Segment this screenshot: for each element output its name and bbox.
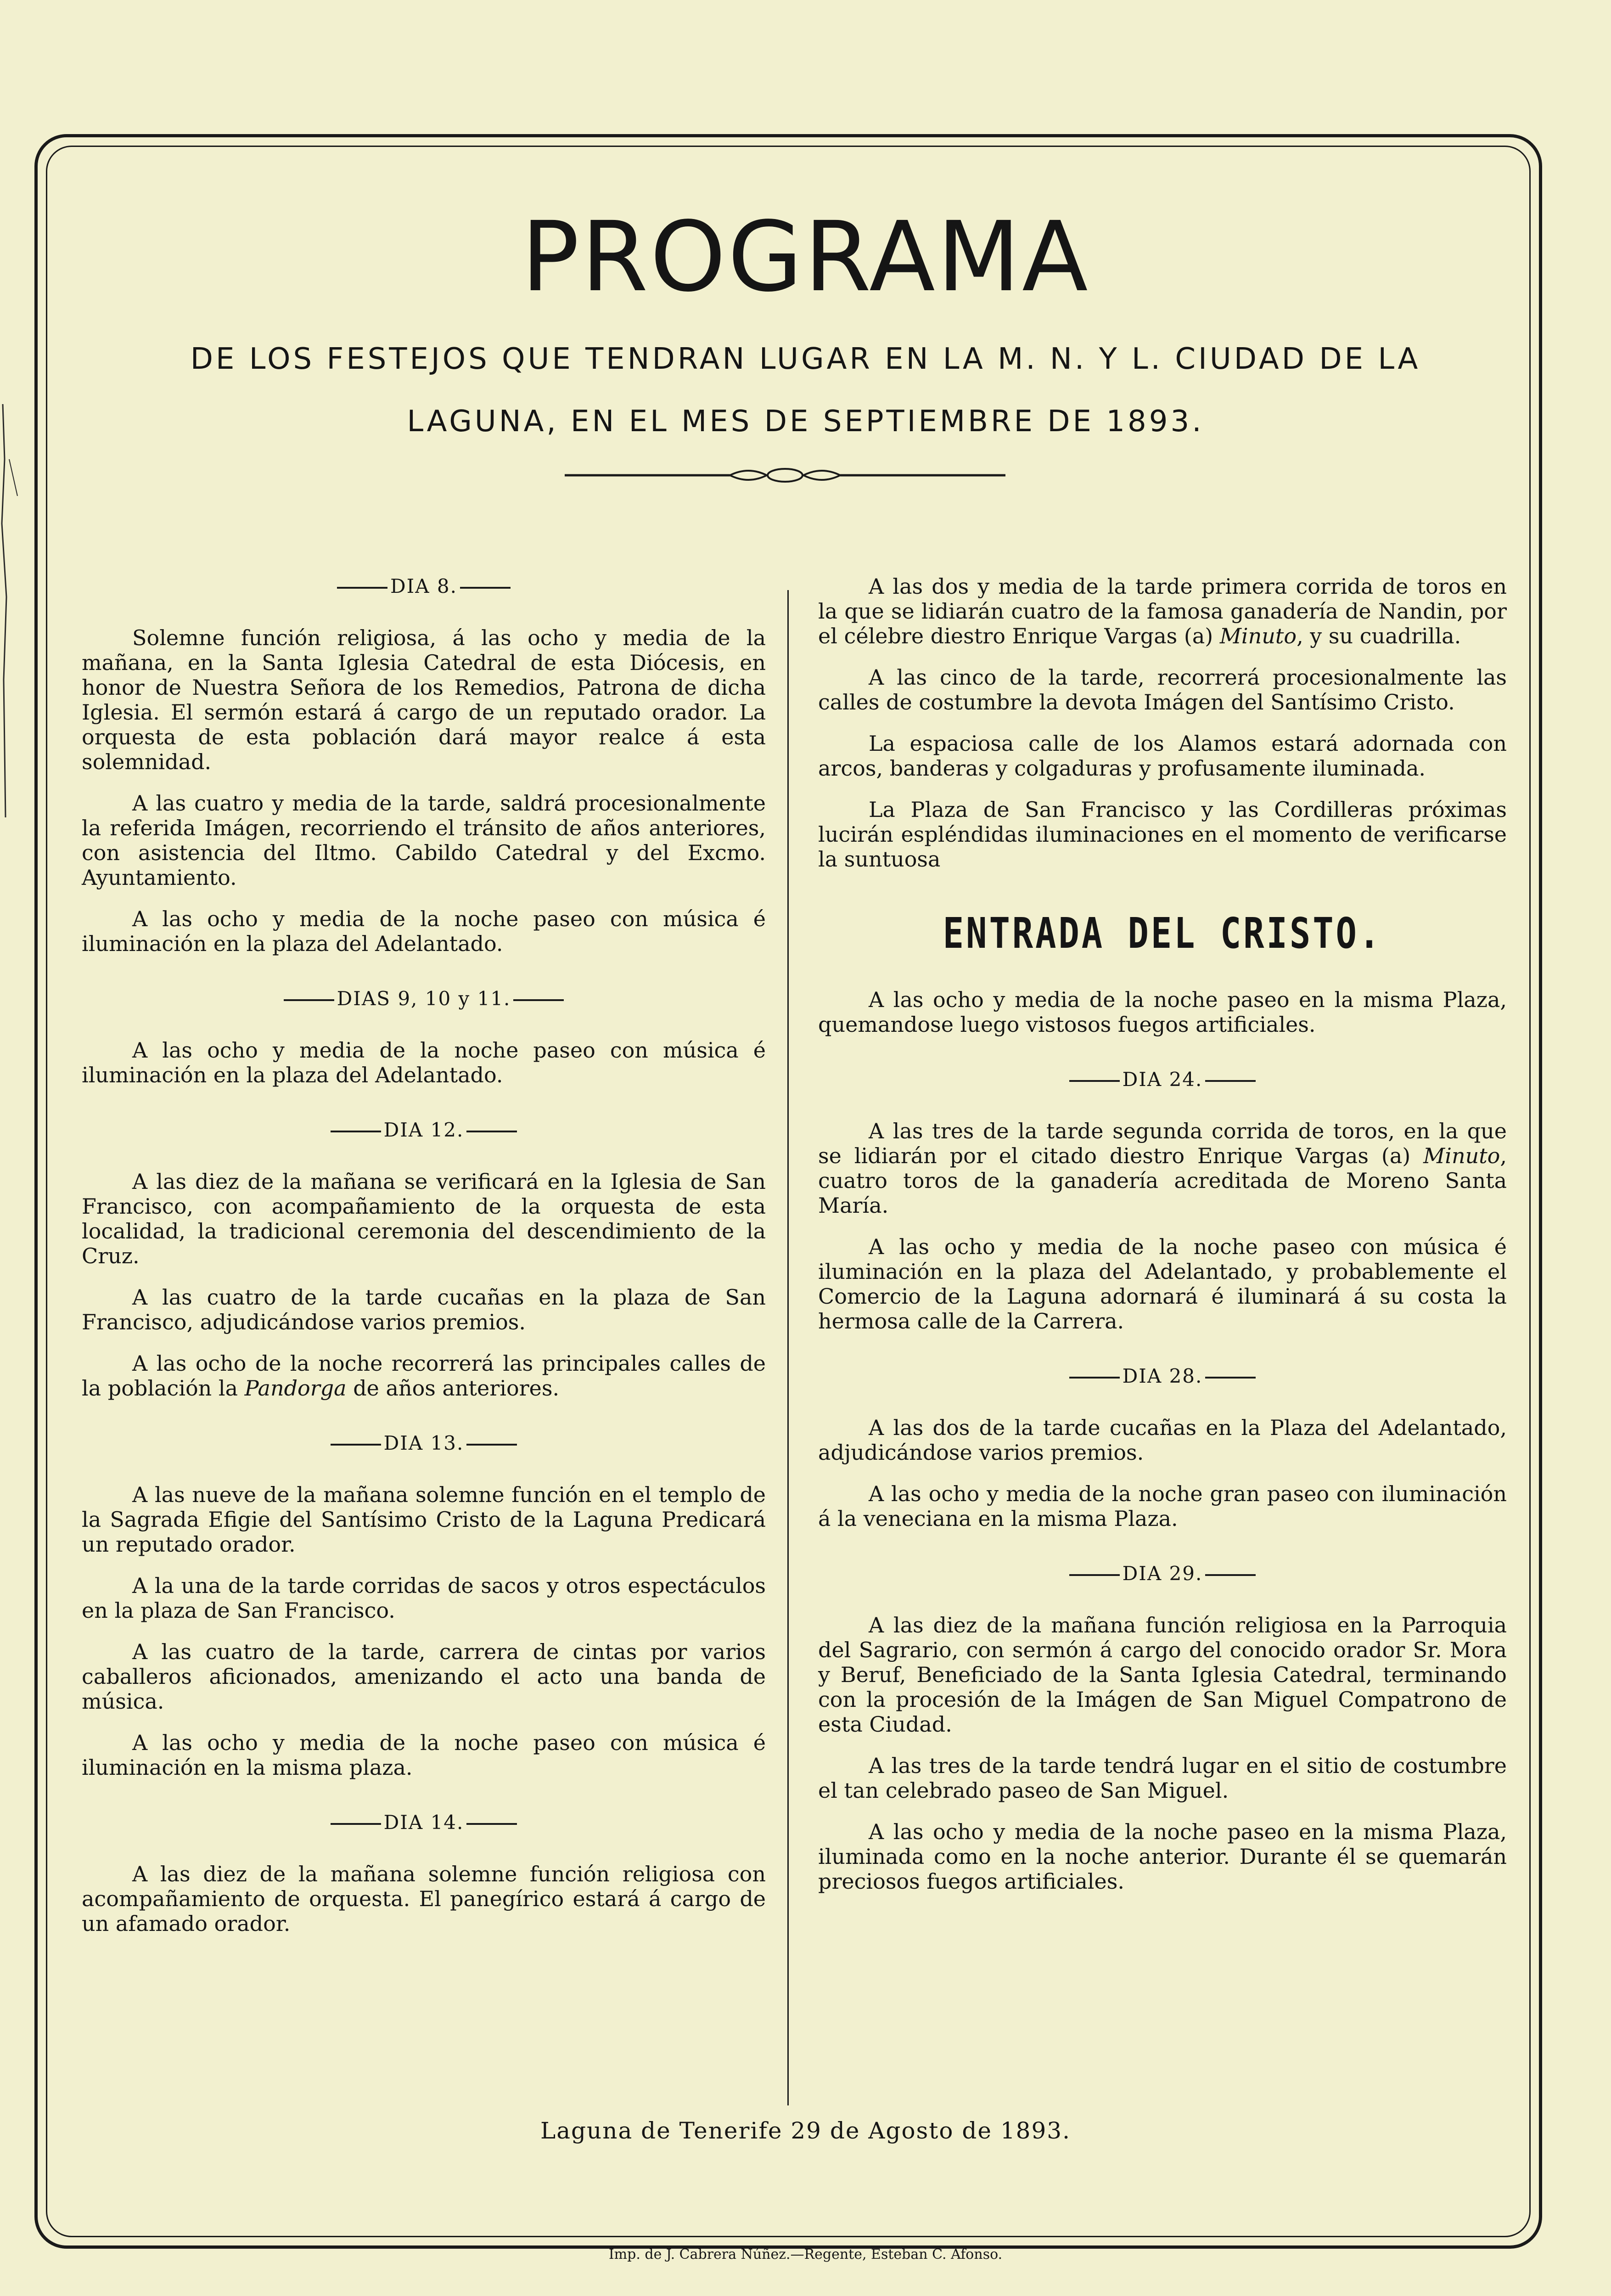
- paragraph-text: A las ocho de la noche recorrerá las principales calles de la población la: [82, 1351, 766, 1401]
- paragraph-text: , cuatro toros de la ganadería acreditada de Moreno Santa María.: [818, 1143, 1507, 1218]
- heading-rule: [1069, 1574, 1120, 1576]
- printer-imprint: Imp. de J. Cabrera Núñez.—Regente, Esteban C. Afonso.: [608, 2246, 1003, 2262]
- heading-text: DIA 28.: [1122, 1365, 1203, 1387]
- heading-rule: [1205, 1574, 1256, 1576]
- event-paragraph: A las cuatro de la tarde cucañas en la plaza de San Francisco, adjudicándose varios premios.: [82, 1285, 766, 1334]
- heading-rule: [460, 587, 511, 589]
- emphasis-text: Minuto: [1423, 1143, 1500, 1168]
- event-paragraph: [818, 574, 1507, 648]
- heading-rule: [331, 1131, 381, 1132]
- heading-rule: [1069, 1080, 1120, 1082]
- place-date-signature: Laguna de Tenerife 29 de Agosto de 1893.: [540, 2117, 1071, 2144]
- subtitle-line-1: DE LOS FESTEJOS QUE TENDRAN LUGAR EN LA M. N. Y L. CIUDAD DE LA: [190, 342, 1421, 376]
- event-paragraph: A las ocho y media de la noche gran paseo con iluminación á la veneciana en la misma Plaza.: [818, 1481, 1507, 1531]
- event-paragraph: A las tres de la tarde tendrá lugar en el sitio de costumbre el tan celebrado paseo de San Miguel.: [818, 1753, 1507, 1803]
- event-paragraph: La Plaza de San Francisco y las Cordilleras próximas lucirán espléndidas iluminaciones en el momento de verificarse la suntuosa: [818, 797, 1507, 872]
- event-paragraph: A las diez de la mañana se verificará en la Iglesia de San Francisco, con acompañamiento de la orquesta de esta localidad, la tradicional ceremonia del descendimiento de la Cruz.: [82, 1169, 766, 1268]
- ornamental-divider: [565, 464, 1005, 487]
- event-paragraph: A las dos de la tarde cucañas en la Plaza del Adelantado, adjudicándose varios premios.: [818, 1415, 1507, 1465]
- event-paragraph: [818, 1119, 1507, 1218]
- heading-text: DIA 13.: [383, 1432, 464, 1454]
- binding-edge-mark: [0, 404, 22, 817]
- heading-rule: [466, 1823, 517, 1825]
- special-event-title: ENTRADA DEL CRISTO.: [943, 909, 1382, 958]
- event-paragraph: A las ocho y media de la noche paseo con música é iluminación en la misma plaza.: [82, 1730, 766, 1780]
- day-heading: [818, 1561, 1507, 1586]
- heading-text: DIA 14.: [383, 1811, 464, 1834]
- heading-text: DIA 24.: [1122, 1068, 1203, 1091]
- day-heading: [82, 574, 766, 599]
- heading-rule: [337, 587, 387, 589]
- heading-text: DIA 12.: [383, 1119, 464, 1141]
- paragraph-text: , y su cuadrilla.: [1297, 624, 1461, 648]
- day-heading: [82, 986, 766, 1011]
- event-paragraph: A las nueve de la mañana solemne función en el templo de la Sagrada Efigie del Santísimo Cristo de la Laguna Predicará un reputado orador.: [82, 1482, 766, 1557]
- day-heading: [818, 1364, 1507, 1389]
- heading-rule: [331, 1444, 381, 1446]
- event-paragraph: A las ocho y media de la noche paseo en la misma Plaza, iluminada como en la noche anterior. Durante él se quemarán preciosos fuegos artificiales.: [818, 1819, 1507, 1894]
- event-paragraph: A las ocho y media de la noche paseo con música é iluminación en la plaza del Adelantado, y probablemente el Comercio de la Laguna adornará é iluminará á su costa la hermosa calle de la Carrera.: [818, 1234, 1507, 1334]
- event-paragraph: A las diez de la mañana solemne función religiosa con acompañamiento de orquesta. El panegírico estará á cargo de un afamado orador.: [82, 1862, 766, 1936]
- heading-rule: [513, 999, 564, 1001]
- day-heading: [82, 1118, 766, 1142]
- event-paragraph: A las ocho y media de la noche paseo con música é iluminación en la plaza del Adelantado.: [82, 906, 766, 956]
- day-heading: [82, 1431, 766, 1456]
- heading-text: DIA 8.: [390, 575, 458, 597]
- event-paragraph: A las cuatro y media de la tarde, saldrá procesionalmente la referida Imágen, recorriendo el tránsito de años anteriores, con asistencia del Iltmo. Cabildo Catedral y del Excmo. Ayuntamiento.: [82, 791, 766, 890]
- event-paragraph: A las cuatro de la tarde, carrera de cintas por varios caballeros aficionados, amenizando el acto una banda de música.: [82, 1639, 766, 1714]
- event-paragraph: A las ocho y media de la noche paseo con música é iluminación en la plaza del Adelantado.: [82, 1038, 766, 1087]
- heading-rule: [284, 999, 334, 1001]
- day-heading: [818, 1067, 1507, 1092]
- heading-text: DIAS 9, 10 y 11.: [337, 987, 511, 1010]
- day-heading: [82, 1810, 766, 1835]
- heading-text: DIA 29.: [1122, 1562, 1203, 1585]
- event-paragraph: La espaciosa calle de los Alamos estará adornada con arcos, banderas y colgaduras y profusamente iluminada.: [818, 731, 1507, 781]
- emphasis-text: Minuto: [1219, 624, 1297, 648]
- paragraph-text: de años anteriores.: [346, 1376, 560, 1401]
- event-paragraph: [82, 1351, 766, 1401]
- event-paragraph: A la una de la tarde corridas de sacos y otros espectáculos en la plaza de San Francisco.: [82, 1573, 766, 1623]
- page-title: PROGRAMA: [521, 201, 1090, 313]
- event-paragraph: A las diez de la mañana función religiosa en la Parroquia del Sagrario, con sermón á cargo del conocido orador Sr. Mora y Beruf, Beneficiado de la Santa Iglesia Catedral, terminando con la procesión de la Imágen de San Miguel Compatrono de esta Ciudad.: [818, 1613, 1507, 1737]
- heading-rule: [466, 1131, 517, 1132]
- heading-rule: [1205, 1080, 1256, 1082]
- event-paragraph: A las cinco de la tarde, recorrerá procesionalmente las calles de costumbre la devota Imágen del Santísimo Cristo.: [818, 665, 1507, 715]
- event-paragraph: Solemne función religiosa, á las ocho y media de la mañana, en la Santa Iglesia Catedral de esta Diócesis, en honor de Nuestra Señora de los Remedios, Patrona de dicha Iglesia. El sermón estará á cargo de un reputado orador. La orquesta de esta población dará mayor realce á esta solemnidad.: [82, 625, 766, 774]
- left-column: [82, 574, 766, 1953]
- heading-rule: [331, 1823, 381, 1825]
- heading-rule: [1205, 1377, 1256, 1379]
- column-divider: [787, 590, 789, 2105]
- heading-rule: [466, 1444, 517, 1446]
- emphasis-text: Pandorga: [244, 1376, 347, 1401]
- right-column: [818, 574, 1507, 1910]
- paragraph-text: A las tres de la tarde segunda corrida de toros, en la que se lidiarán por el citado diestro Enrique Vargas (a): [818, 1119, 1507, 1168]
- subtitle-line-2: LAGUNA, EN EL MES DE SEPTIEMBRE DE 1893.: [407, 405, 1204, 439]
- heading-rule: [1069, 1377, 1120, 1379]
- event-paragraph: A las ocho y media de la noche paseo en la misma Plaza, quemandose luego vistosos fuegos artificiales.: [818, 987, 1507, 1037]
- paragraph-text: A las dos y media de la tarde primera corrida de toros en la que se lidiarán cuatro de la famosa ganadería de Nandin, por el célebre diestro Enrique Vargas (a): [818, 574, 1507, 648]
